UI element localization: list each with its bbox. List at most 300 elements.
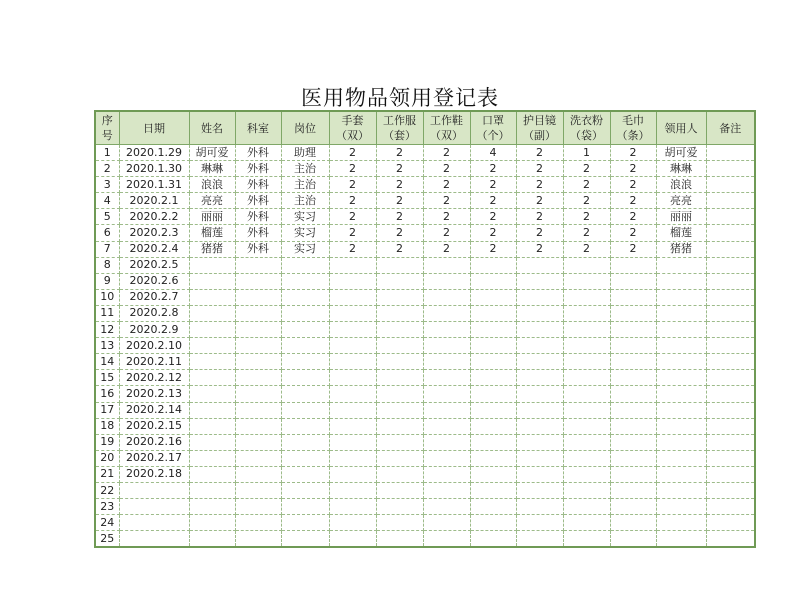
table-cell[interactable] [470, 434, 516, 450]
table-cell[interactable]: 2020.2.1 [119, 193, 189, 209]
table-cell[interactable] [281, 515, 329, 531]
table-cell[interactable]: 14 [95, 354, 119, 370]
table-cell[interactable] [189, 338, 235, 354]
table-cell[interactable] [610, 289, 656, 305]
table-cell[interactable]: 16 [95, 386, 119, 402]
table-cell[interactable]: 2 [516, 225, 563, 241]
table-cell[interactable]: 2 [329, 225, 376, 241]
table-cell[interactable] [376, 466, 423, 482]
table-cell[interactable] [329, 273, 376, 289]
table-cell[interactable]: 2 [516, 177, 563, 193]
table-cell[interactable] [189, 289, 235, 305]
table-cell[interactable] [563, 289, 610, 305]
table-cell[interactable] [423, 450, 470, 466]
table-cell[interactable] [235, 338, 281, 354]
table-cell[interactable]: 4 [95, 193, 119, 209]
table-cell[interactable] [706, 305, 755, 321]
table-cell[interactable] [470, 482, 516, 498]
table-cell[interactable] [281, 273, 329, 289]
table-cell[interactable]: 2 [329, 145, 376, 161]
table-cell[interactable]: 2020.2.4 [119, 241, 189, 257]
table-cell[interactable]: 实习 [281, 209, 329, 225]
table-cell[interactable]: 9 [95, 273, 119, 289]
table-cell[interactable] [235, 322, 281, 338]
table-cell[interactable]: 2020.2.6 [119, 273, 189, 289]
table-cell[interactable] [235, 450, 281, 466]
table-cell[interactable] [563, 402, 610, 418]
table-cell[interactable] [656, 338, 706, 354]
table-cell[interactable] [423, 499, 470, 515]
table-cell[interactable] [610, 257, 656, 273]
table-cell[interactable] [656, 257, 706, 273]
table-cell[interactable] [329, 418, 376, 434]
table-cell[interactable] [376, 402, 423, 418]
table-cell[interactable] [423, 531, 470, 548]
table-cell[interactable] [235, 305, 281, 321]
table-cell[interactable]: 2 [95, 161, 119, 177]
table-cell[interactable] [610, 434, 656, 450]
table-cell[interactable] [189, 450, 235, 466]
table-cell[interactable] [563, 305, 610, 321]
table-cell[interactable] [376, 418, 423, 434]
table-cell[interactable] [563, 322, 610, 338]
table-cell[interactable]: 2 [610, 177, 656, 193]
table-cell[interactable] [516, 289, 563, 305]
table-cell[interactable]: 2 [610, 241, 656, 257]
table-cell[interactable]: 2 [610, 209, 656, 225]
table-cell[interactable]: 25 [95, 531, 119, 548]
table-cell[interactable]: 外科 [235, 145, 281, 161]
table-cell[interactable]: 2 [376, 241, 423, 257]
table-cell[interactable]: 琳琳 [656, 161, 706, 177]
table-cell[interactable] [119, 482, 189, 498]
table-cell[interactable] [376, 434, 423, 450]
table-cell[interactable] [281, 289, 329, 305]
table-cell[interactable]: 3 [95, 177, 119, 193]
table-cell[interactable] [376, 322, 423, 338]
table-cell[interactable] [376, 531, 423, 548]
table-cell[interactable] [470, 450, 516, 466]
table-cell[interactable] [423, 305, 470, 321]
table-cell[interactable] [470, 338, 516, 354]
table-cell[interactable] [281, 531, 329, 548]
table-cell[interactable]: 浪浪 [189, 177, 235, 193]
table-cell[interactable] [656, 305, 706, 321]
table-cell[interactable] [329, 305, 376, 321]
table-cell[interactable] [516, 450, 563, 466]
table-cell[interactable] [329, 515, 376, 531]
table-cell[interactable]: 2 [329, 193, 376, 209]
table-cell[interactable]: 11 [95, 305, 119, 321]
table-cell[interactable] [423, 402, 470, 418]
table-cell[interactable] [706, 161, 755, 177]
table-cell[interactable] [706, 450, 755, 466]
table-cell[interactable] [610, 482, 656, 498]
table-cell[interactable] [329, 370, 376, 386]
table-cell[interactable] [470, 257, 516, 273]
table-cell[interactable]: 丽丽 [189, 209, 235, 225]
table-cell[interactable] [423, 482, 470, 498]
table-cell[interactable]: 榴莲 [656, 225, 706, 241]
table-cell[interactable]: 2 [563, 177, 610, 193]
table-cell[interactable]: 7 [95, 241, 119, 257]
table-cell[interactable] [329, 402, 376, 418]
table-cell[interactable]: 2 [563, 209, 610, 225]
table-cell[interactable]: 2 [376, 177, 423, 193]
table-cell[interactable]: 2 [376, 225, 423, 241]
table-cell[interactable]: 2 [610, 145, 656, 161]
table-cell[interactable] [610, 273, 656, 289]
table-cell[interactable] [281, 354, 329, 370]
table-cell[interactable]: 2 [610, 161, 656, 177]
table-cell[interactable]: 2 [423, 177, 470, 193]
table-cell[interactable]: 18 [95, 418, 119, 434]
table-cell[interactable]: 2 [470, 209, 516, 225]
table-cell[interactable]: 2 [376, 161, 423, 177]
table-cell[interactable] [423, 418, 470, 434]
table-cell[interactable]: 5 [95, 209, 119, 225]
table-cell[interactable] [470, 386, 516, 402]
table-cell[interactable] [610, 322, 656, 338]
table-cell[interactable] [329, 322, 376, 338]
table-cell[interactable] [516, 305, 563, 321]
table-cell[interactable] [516, 322, 563, 338]
table-cell[interactable] [610, 418, 656, 434]
table-cell[interactable] [423, 257, 470, 273]
table-cell[interactable]: 胡可爱 [189, 145, 235, 161]
table-cell[interactable] [656, 322, 706, 338]
table-cell[interactable] [656, 515, 706, 531]
table-cell[interactable] [235, 386, 281, 402]
table-cell[interactable] [610, 402, 656, 418]
table-cell[interactable] [235, 273, 281, 289]
table-cell[interactable] [516, 418, 563, 434]
table-cell[interactable] [470, 418, 516, 434]
table-cell[interactable]: 10 [95, 289, 119, 305]
table-cell[interactable] [706, 354, 755, 370]
table-cell[interactable] [189, 466, 235, 482]
table-cell[interactable] [189, 515, 235, 531]
table-cell[interactable] [376, 305, 423, 321]
table-cell[interactable] [470, 402, 516, 418]
table-cell[interactable] [329, 354, 376, 370]
table-cell[interactable] [329, 450, 376, 466]
table-cell[interactable]: 丽丽 [656, 209, 706, 225]
table-cell[interactable] [119, 531, 189, 548]
table-cell[interactable] [706, 338, 755, 354]
table-cell[interactable] [610, 386, 656, 402]
table-cell[interactable]: 2020.1.30 [119, 161, 189, 177]
table-cell[interactable]: 20 [95, 450, 119, 466]
table-cell[interactable] [281, 482, 329, 498]
table-cell[interactable] [376, 354, 423, 370]
table-cell[interactable] [189, 499, 235, 515]
table-cell[interactable] [235, 257, 281, 273]
table-cell[interactable] [189, 418, 235, 434]
table-cell[interactable] [563, 354, 610, 370]
table-cell[interactable] [235, 434, 281, 450]
table-cell[interactable]: 2 [516, 209, 563, 225]
table-cell[interactable] [423, 273, 470, 289]
table-cell[interactable] [376, 386, 423, 402]
table-cell[interactable] [516, 273, 563, 289]
table-cell[interactable] [706, 370, 755, 386]
table-cell[interactable] [470, 273, 516, 289]
table-cell[interactable] [516, 354, 563, 370]
table-cell[interactable] [281, 370, 329, 386]
table-cell[interactable] [189, 370, 235, 386]
table-cell[interactable] [563, 531, 610, 548]
table-cell[interactable]: 琳琳 [189, 161, 235, 177]
table-cell[interactable] [376, 338, 423, 354]
table-cell[interactable]: 2020.2.18 [119, 466, 189, 482]
table-cell[interactable] [610, 531, 656, 548]
table-cell[interactable]: 2020.2.3 [119, 225, 189, 241]
table-cell[interactable]: 2 [376, 145, 423, 161]
table-cell[interactable]: 2020.2.9 [119, 322, 189, 338]
table-cell[interactable] [610, 515, 656, 531]
table-cell[interactable]: 2020.2.16 [119, 434, 189, 450]
table-cell[interactable] [470, 289, 516, 305]
table-cell[interactable] [656, 466, 706, 482]
table-cell[interactable]: 8 [95, 257, 119, 273]
table-cell[interactable]: 19 [95, 434, 119, 450]
table-cell[interactable] [281, 434, 329, 450]
table-cell[interactable] [610, 354, 656, 370]
table-cell[interactable] [235, 354, 281, 370]
table-cell[interactable] [610, 450, 656, 466]
table-cell[interactable] [235, 466, 281, 482]
table-cell[interactable] [610, 466, 656, 482]
table-cell[interactable] [470, 531, 516, 548]
table-cell[interactable]: 2 [516, 161, 563, 177]
table-cell[interactable] [610, 370, 656, 386]
table-cell[interactable]: 2020.2.17 [119, 450, 189, 466]
table-cell[interactable]: 实习 [281, 225, 329, 241]
table-cell[interactable] [656, 273, 706, 289]
table-cell[interactable] [329, 499, 376, 515]
table-cell[interactable] [706, 177, 755, 193]
table-cell[interactable]: 浪浪 [656, 177, 706, 193]
table-cell[interactable]: 外科 [235, 161, 281, 177]
table-cell[interactable] [516, 434, 563, 450]
table-cell[interactable] [376, 482, 423, 498]
table-cell[interactable] [189, 402, 235, 418]
table-cell[interactable]: 助理 [281, 145, 329, 161]
table-cell[interactable]: 2 [329, 177, 376, 193]
table-cell[interactable] [189, 434, 235, 450]
table-cell[interactable]: 2020.1.31 [119, 177, 189, 193]
table-cell[interactable] [563, 466, 610, 482]
table-cell[interactable] [656, 402, 706, 418]
table-cell[interactable] [423, 434, 470, 450]
table-cell[interactable] [235, 531, 281, 548]
table-cell[interactable] [281, 499, 329, 515]
table-cell[interactable] [189, 322, 235, 338]
table-cell[interactable] [516, 386, 563, 402]
table-cell[interactable]: 实习 [281, 241, 329, 257]
table-cell[interactable] [516, 370, 563, 386]
table-cell[interactable] [656, 418, 706, 434]
table-cell[interactable] [189, 257, 235, 273]
table-cell[interactable]: 2020.1.29 [119, 145, 189, 161]
table-cell[interactable] [656, 289, 706, 305]
table-cell[interactable] [563, 515, 610, 531]
table-cell[interactable] [610, 305, 656, 321]
table-cell[interactable] [656, 482, 706, 498]
table-cell[interactable]: 2 [376, 209, 423, 225]
table-cell[interactable] [235, 370, 281, 386]
table-cell[interactable]: 12 [95, 322, 119, 338]
table-cell[interactable]: 2 [610, 225, 656, 241]
table-cell[interactable]: 2020.2.5 [119, 257, 189, 273]
table-cell[interactable] [706, 257, 755, 273]
table-cell[interactable] [706, 322, 755, 338]
table-cell[interactable]: 2 [563, 161, 610, 177]
table-cell[interactable]: 22 [95, 482, 119, 498]
table-cell[interactable] [656, 386, 706, 402]
table-cell[interactable]: 2 [329, 209, 376, 225]
table-cell[interactable] [706, 273, 755, 289]
table-cell[interactable] [189, 531, 235, 548]
table-cell[interactable] [563, 257, 610, 273]
table-cell[interactable] [329, 289, 376, 305]
table-cell[interactable] [235, 418, 281, 434]
table-cell[interactable] [189, 305, 235, 321]
table-cell[interactable] [656, 499, 706, 515]
table-cell[interactable] [516, 402, 563, 418]
table-cell[interactable]: 2 [470, 225, 516, 241]
table-cell[interactable] [376, 273, 423, 289]
table-cell[interactable]: 2 [563, 225, 610, 241]
table-cell[interactable] [376, 289, 423, 305]
table-cell[interactable]: 17 [95, 402, 119, 418]
table-cell[interactable]: 21 [95, 466, 119, 482]
table-cell[interactable] [329, 338, 376, 354]
table-cell[interactable] [235, 402, 281, 418]
table-cell[interactable] [470, 322, 516, 338]
table-cell[interactable]: 外科 [235, 241, 281, 257]
table-cell[interactable] [470, 466, 516, 482]
table-cell[interactable] [235, 482, 281, 498]
table-cell[interactable] [516, 338, 563, 354]
table-cell[interactable] [376, 257, 423, 273]
table-cell[interactable]: 2020.2.10 [119, 338, 189, 354]
table-cell[interactable]: 2 [329, 241, 376, 257]
table-cell[interactable] [329, 482, 376, 498]
table-cell[interactable]: 2 [423, 241, 470, 257]
table-cell[interactable] [706, 289, 755, 305]
table-cell[interactable]: 2 [423, 145, 470, 161]
table-cell[interactable]: 外科 [235, 209, 281, 225]
table-cell[interactable]: 主治 [281, 161, 329, 177]
table-cell[interactable] [470, 305, 516, 321]
table-cell[interactable] [329, 466, 376, 482]
table-cell[interactable] [563, 386, 610, 402]
table-cell[interactable] [189, 354, 235, 370]
table-cell[interactable]: 2 [610, 193, 656, 209]
table-cell[interactable]: 2 [516, 145, 563, 161]
table-cell[interactable]: 2 [563, 241, 610, 257]
table-cell[interactable] [235, 499, 281, 515]
table-cell[interactable] [329, 434, 376, 450]
table-cell[interactable] [281, 257, 329, 273]
table-cell[interactable] [119, 515, 189, 531]
table-cell[interactable] [516, 531, 563, 548]
table-cell[interactable] [563, 418, 610, 434]
table-cell[interactable] [706, 434, 755, 450]
table-cell[interactable] [281, 322, 329, 338]
table-cell[interactable] [235, 289, 281, 305]
table-cell[interactable]: 2 [329, 161, 376, 177]
table-cell[interactable] [706, 499, 755, 515]
table-cell[interactable] [706, 209, 755, 225]
table-cell[interactable] [470, 499, 516, 515]
table-cell[interactable] [281, 305, 329, 321]
table-cell[interactable]: 2 [470, 241, 516, 257]
table-cell[interactable]: 6 [95, 225, 119, 241]
table-cell[interactable]: 榴莲 [189, 225, 235, 241]
table-cell[interactable] [706, 402, 755, 418]
table-cell[interactable]: 2 [516, 193, 563, 209]
table-cell[interactable]: 13 [95, 338, 119, 354]
table-cell[interactable] [423, 370, 470, 386]
table-cell[interactable]: 2 [470, 177, 516, 193]
table-cell[interactable] [281, 450, 329, 466]
table-cell[interactable]: 亮亮 [656, 193, 706, 209]
table-cell[interactable] [516, 466, 563, 482]
table-cell[interactable]: 2020.2.7 [119, 289, 189, 305]
table-cell[interactable] [189, 482, 235, 498]
table-cell[interactable]: 2 [423, 193, 470, 209]
table-cell[interactable] [329, 531, 376, 548]
table-cell[interactable] [281, 386, 329, 402]
table-cell[interactable] [281, 402, 329, 418]
table-cell[interactable] [423, 515, 470, 531]
table-cell[interactable]: 2 [423, 209, 470, 225]
table-cell[interactable] [376, 370, 423, 386]
table-cell[interactable] [423, 338, 470, 354]
table-cell[interactable]: 主治 [281, 177, 329, 193]
table-cell[interactable] [470, 515, 516, 531]
table-cell[interactable] [706, 193, 755, 209]
table-cell[interactable] [423, 289, 470, 305]
table-cell[interactable] [516, 257, 563, 273]
table-cell[interactable] [189, 273, 235, 289]
table-cell[interactable]: 2 [470, 193, 516, 209]
table-cell[interactable]: 亮亮 [189, 193, 235, 209]
table-cell[interactable]: 胡可爱 [656, 145, 706, 161]
table-cell[interactable] [706, 466, 755, 482]
table-cell[interactable] [563, 370, 610, 386]
table-cell[interactable] [376, 515, 423, 531]
table-cell[interactable] [423, 354, 470, 370]
table-cell[interactable] [516, 515, 563, 531]
table-cell[interactable] [376, 499, 423, 515]
table-cell[interactable] [423, 322, 470, 338]
table-cell[interactable] [516, 499, 563, 515]
table-cell[interactable]: 2020.2.14 [119, 402, 189, 418]
table-cell[interactable]: 23 [95, 499, 119, 515]
table-cell[interactable] [470, 354, 516, 370]
table-cell[interactable]: 2020.2.2 [119, 209, 189, 225]
table-cell[interactable]: 外科 [235, 225, 281, 241]
table-cell[interactable]: 1 [563, 145, 610, 161]
table-cell[interactable] [329, 257, 376, 273]
table-cell[interactable] [563, 450, 610, 466]
table-cell[interactable] [706, 225, 755, 241]
table-cell[interactable] [706, 241, 755, 257]
